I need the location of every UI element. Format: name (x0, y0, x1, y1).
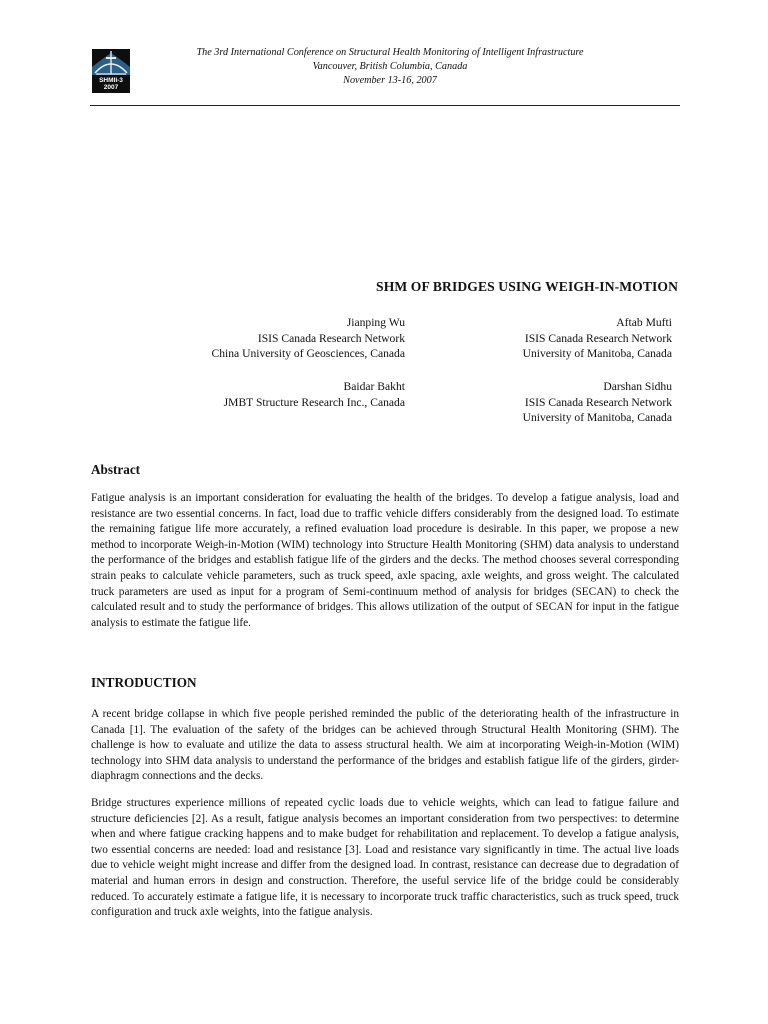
introduction-heading: INTRODUCTION (91, 675, 197, 690)
logo-text-line2: 2007 (103, 84, 119, 91)
author-name: Jianping Wu (346, 316, 405, 329)
page-header (0, 0, 768, 110)
header-divider (90, 105, 680, 106)
author-name: Aftab Mufti (616, 316, 672, 329)
author-block (212, 315, 406, 362)
author-name: Baidar Bakht (343, 380, 405, 393)
author-block (224, 379, 405, 410)
author-block (523, 315, 672, 362)
author-affiliation: University of Manitoba, Canada (522, 411, 672, 424)
logo-text-line1: SHMII-3 (99, 77, 123, 84)
abstract-heading: Abstract (91, 462, 141, 477)
author-name: Darshan Sidhu (603, 380, 672, 393)
author-affiliation: China University of Geosciences, Canada (211, 347, 405, 360)
author-affiliation: University of Manitoba, Canada (522, 347, 672, 360)
author-affiliation: ISIS Canada Research Network (257, 331, 405, 345)
introduction-paragraph: A recent bridge collapse in which five people perished reminded the public of the deteriorating health of the infrastructure in Canada [1]. The evaluation of the safety of the bridges can be achieved through Structural Health Monitoring (SHM). The challenge is how to evaluate and utilize the data to assess structural health. We aim at incorporating Weigh-in-Motion (WIM) technology into SHM data analysis to understand the performance of the bridges and establish fatigue life of the girders, girder-diaphragm connections and the decks. (91, 708, 679, 783)
abstract-text: Fatigue analysis is an important consideration for evaluating the health of the bridges. To develop a fatigue analysis, load and resistance are two essential concerns. In fact, load due to traffic vehicle differs considerably from the designed load. To estimate the remaining fatigue life more accurately, a refined evaluation load procedure is desirable. In this paper, we propose a new method to incorporate Weigh-in-Motion (WIM) technology into Structure Health Monitoring (SHM) data analysis to understand the performance of the bridges and establish fatigue life of the girders and the decks. The method chooses several corresponding strain peaks to calculate vehicle parameters, such as truck speed, axle spacing, axle weights, and gross weight. The calculated truck parameters are used as input for a program of Semi-continuum method of analysis for bridges (SECAN) to check the calculated result and to study the performance of bridges. This allows utilization of the output of SECAN for input in the fatigue analysis to estimate the fatigue life. (91, 492, 679, 629)
conference-dates: November 13-16, 2007 (343, 75, 437, 86)
conference-location: Vancouver, British Columbia, Canada (312, 61, 468, 72)
author-affiliation: JMBT Structure Research Inc., Canada (223, 395, 405, 409)
author-affiliation: ISIS Canada Research Network (524, 395, 672, 409)
author-block (523, 379, 672, 426)
conference-name: The 3rd International Conference on Structural Health Monitoring of Intelligent Infrastructure (196, 47, 584, 58)
introduction-paragraph: Bridge structures experience millions of repeated cyclic loads due to vehicle weights, which can lead to fatigue failure and structure deficiencies [2]. As a result, fatigue analysis becomes an important consideration from two perspectives: to determine when and where fatigue cracking happens and to make budget for rehabilitation and replacement. To develop a fatigue analysis, two essential concerns are needed: load and resistance [3]. Load and resistance vary significantly in time. The actual live loads due to vehicle weight might increase and differ from the designed load. In contrast, resistance can decrease due to degradation of material and human errors in design and construction. Therefore, the useful service life of the bridge could be considerably reduced. To accurately estimate a fatigue life, it is necessary to incorporate truck traffic characteristics, such as truck speed, truck configuration and truck axle weights, into the fatigue analysis. (91, 797, 679, 919)
paper-title: SHM OF BRIDGES USING WEIGH-IN-MOTION (376, 279, 678, 294)
author-affiliation: ISIS Canada Research Network (524, 331, 672, 345)
